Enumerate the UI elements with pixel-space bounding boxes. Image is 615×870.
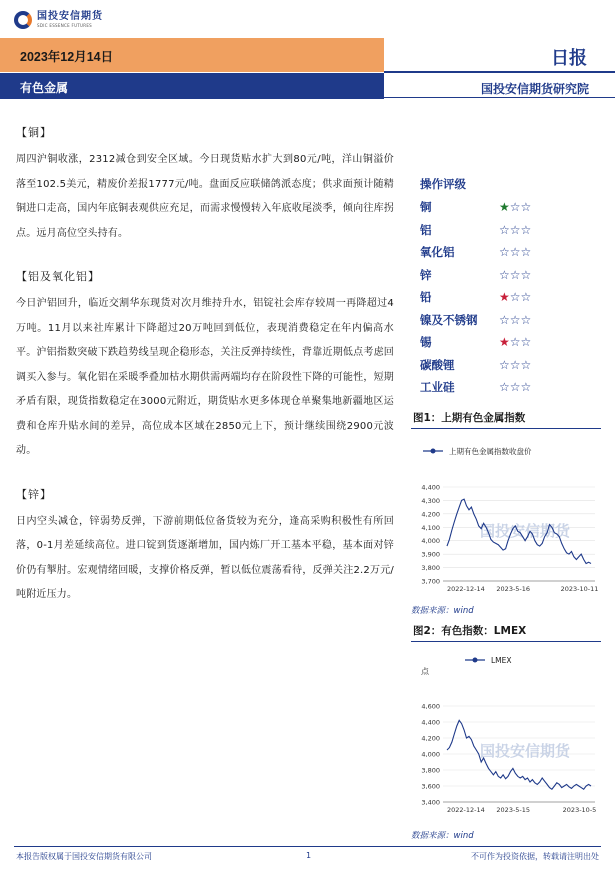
y-tick-label: 3,700	[421, 577, 440, 585]
footer-disclaimer: 不可作为投资依据，转载请注明出处	[471, 852, 599, 861]
footer-copyright: 本报告版权属于国投安信期货有限公司	[16, 852, 152, 861]
y-tick-label: 3,800	[421, 766, 440, 774]
empty-star-icon: ☆	[509, 290, 521, 305]
figure-1-svg	[411, 429, 601, 597]
rating-row	[411, 264, 601, 287]
ratings-list	[411, 196, 601, 399]
logo-icon	[14, 11, 32, 29]
y-unit-label: 点	[421, 666, 429, 676]
logo-subtext: SDIC ESSENCE FUTURES	[37, 23, 93, 28]
figure-2-title: 图2：有色指数：LMEX	[411, 620, 601, 642]
rating-row	[411, 219, 601, 242]
y-tick-label: 4,100	[421, 523, 440, 532]
empty-star-icon: ☆	[509, 245, 521, 260]
empty-star-icon: ☆	[509, 380, 521, 395]
figure-2-source: 数据来源：wind	[411, 830, 474, 841]
empty-star-icon: ☆	[520, 245, 532, 260]
figure-1-chart	[411, 429, 601, 601]
y-tick-label: 3,600	[421, 782, 440, 790]
rating-row	[411, 309, 601, 332]
y-tick-label: 4,600	[421, 702, 440, 710]
empty-star-icon: ☆	[509, 267, 521, 282]
rating-name: 工业硅	[420, 380, 455, 395]
star-rating-icon	[499, 358, 531, 372]
figure-1-source: 数据来源：wind	[411, 605, 474, 616]
y-tick-label: 4,400	[421, 483, 440, 491]
sector-title: 有色金属	[20, 81, 69, 95]
section-body-aluminium: 今日沪铝回升，临近交割华东现货对次月维持升水，铝锭社会库存较周一再降超过4万吨。11月以来社库累计下降超过20万吨回到低位，表现消费稳定在年内偏高水平。沪铝指数突破下跌趋势线呈现企稳形态，关注反弹持续性，背靠近期低点考虑回调买入参与。氧化铝在采暖季叠加枯水期供需两端均存在阶段性下降的可能性，短期矛盾有限，现货指数稳定在3000元附近，期货贴水更多体现仓单聚集地新疆地区运费和仓库升贴水间的差异，高位成本区域在2850元上下，预计继续围绕2900元波动。	[16, 298, 394, 456]
star-rating-icon	[499, 268, 531, 282]
y-tick-label: 3,800	[421, 563, 440, 572]
figure-2-svg	[411, 642, 601, 822]
section-title-copper: 【铜】	[16, 126, 52, 139]
empty-star-icon: ☆	[499, 380, 510, 395]
rating-name: 铅	[420, 290, 432, 305]
y-tick-label: 4,400	[421, 718, 440, 726]
report-type: 日报	[551, 48, 587, 69]
empty-star-icon: ☆	[499, 245, 510, 260]
y-tick-label: 4,000	[421, 750, 440, 758]
sidebar-column	[411, 176, 601, 841]
section-body-zinc: 日内空头减仓，锌弱势反弹，下游前期低位备货较为充分，逢高采购积极性有所回落，0-1月差延续高位。进口锭到货逐渐增加，国内炼厂开工基本平稳，基本面对锌价仍有掣肘。宏观情绪回暖，支撑价格反弹，暂以低位震荡看待，反弹关注2.2万元/吨附近压力。	[16, 515, 394, 600]
empty-star-icon: ☆	[509, 357, 521, 372]
rating-row	[411, 196, 601, 219]
star-rating-icon	[499, 335, 531, 349]
x-tick-label: 2022-12-14	[447, 584, 485, 593]
legend-marker	[431, 448, 436, 453]
empty-star-icon: ☆	[520, 222, 532, 237]
y-tick-label: 4,200	[421, 509, 440, 518]
star-rating-icon	[499, 380, 531, 394]
rating-name: 碳酸锂	[420, 357, 455, 372]
figure-2	[411, 620, 601, 841]
rating-row	[411, 331, 601, 354]
filled-star-icon: ★	[499, 290, 510, 305]
star-rating-icon	[499, 245, 531, 259]
y-tick-label: 3,400	[421, 798, 440, 806]
star-rating-icon	[499, 223, 531, 237]
filled-star-icon: ★	[499, 335, 510, 350]
rating-name: 镍及不锈钢	[420, 312, 478, 327]
department-name: 国投安信期货研究院	[480, 82, 589, 96]
section-title-aluminium: 【铝及氧化铝】	[16, 270, 100, 283]
x-tick-label: 2023-10-11	[560, 584, 599, 593]
y-tick-label: 4,300	[421, 496, 440, 505]
empty-star-icon: ☆	[520, 335, 532, 350]
date-bar	[0, 38, 384, 72]
y-tick-label: 4,200	[421, 734, 440, 742]
company-logo	[14, 10, 103, 30]
sector-bar	[0, 73, 384, 99]
rating-name: 铝	[420, 222, 432, 237]
empty-star-icon: ☆	[520, 312, 532, 327]
empty-star-icon: ☆	[499, 267, 510, 282]
rating-name: 氧化铝	[420, 245, 455, 260]
y-tick-label: 4,000	[421, 536, 440, 545]
empty-star-icon: ☆	[509, 222, 521, 237]
header-divider-top	[384, 71, 615, 73]
empty-star-icon: ☆	[520, 267, 532, 282]
ratings-title: 操作评级	[420, 177, 466, 191]
watermark-text: 国投安信期货	[479, 521, 571, 540]
legend-label: 上期有色金属指数收盘价	[449, 446, 532, 456]
rating-row	[411, 241, 601, 264]
y-tick-label: 3,900	[421, 550, 440, 559]
legend-marker	[473, 657, 478, 662]
star-rating-icon	[499, 200, 531, 214]
empty-star-icon: ☆	[499, 357, 510, 372]
empty-star-icon: ☆	[509, 200, 521, 215]
section-title-zinc: 【锌】	[16, 487, 52, 501]
empty-star-icon: ☆	[520, 357, 532, 372]
rating-name: 铜	[420, 200, 432, 215]
header-divider-bottom	[384, 97, 615, 98]
footer-divider	[14, 846, 601, 847]
commentary-column	[16, 110, 394, 608]
x-tick-label: 2022-12-14	[447, 805, 485, 814]
rating-row	[411, 376, 601, 399]
report-date: 2023年12月14日	[20, 50, 114, 64]
empty-star-icon: ☆	[509, 312, 521, 327]
rating-name: 锌	[420, 267, 432, 282]
rating-row	[411, 286, 601, 309]
legend-label: LMEX	[491, 655, 512, 665]
filled-star-icon: ★	[499, 200, 510, 215]
star-rating-icon	[499, 313, 531, 327]
empty-star-icon: ☆	[520, 290, 532, 305]
page-number: 1	[306, 851, 312, 860]
rating-name: 锡	[420, 335, 432, 350]
rating-row	[411, 354, 601, 377]
figure-1	[411, 407, 601, 616]
empty-star-icon: ☆	[499, 222, 510, 237]
empty-star-icon: ☆	[520, 200, 532, 215]
empty-star-icon: ☆	[499, 312, 510, 327]
empty-star-icon: ☆	[520, 380, 532, 395]
x-tick-label: 2023-5-16	[496, 584, 531, 593]
x-tick-label: 2023-10-5	[562, 805, 597, 814]
figure-2-chart	[411, 642, 601, 826]
logo-text: 国投安信期货	[37, 11, 103, 22]
section-body-copper: 周四沪铜收涨，2312减仓到安全区域。今日现货贴水扩大到80元/吨，洋山铜溢价落至102.5美元，精废价差报1777元/吨。盘面反应联储鸽派态度；供求面预计随精铜进口走高，国内年底铜表观供应充足，而需求慢慢转入年底收尾淡季，倾向往库拐点。远月高位空头持有。	[16, 154, 394, 239]
empty-star-icon: ☆	[509, 335, 521, 350]
figure-1-title: 图1：上期有色金属指数	[411, 407, 601, 429]
star-rating-icon	[499, 290, 531, 304]
x-tick-label: 2023-5-15	[496, 805, 531, 814]
watermark-text: 国投安信期货	[479, 741, 571, 760]
